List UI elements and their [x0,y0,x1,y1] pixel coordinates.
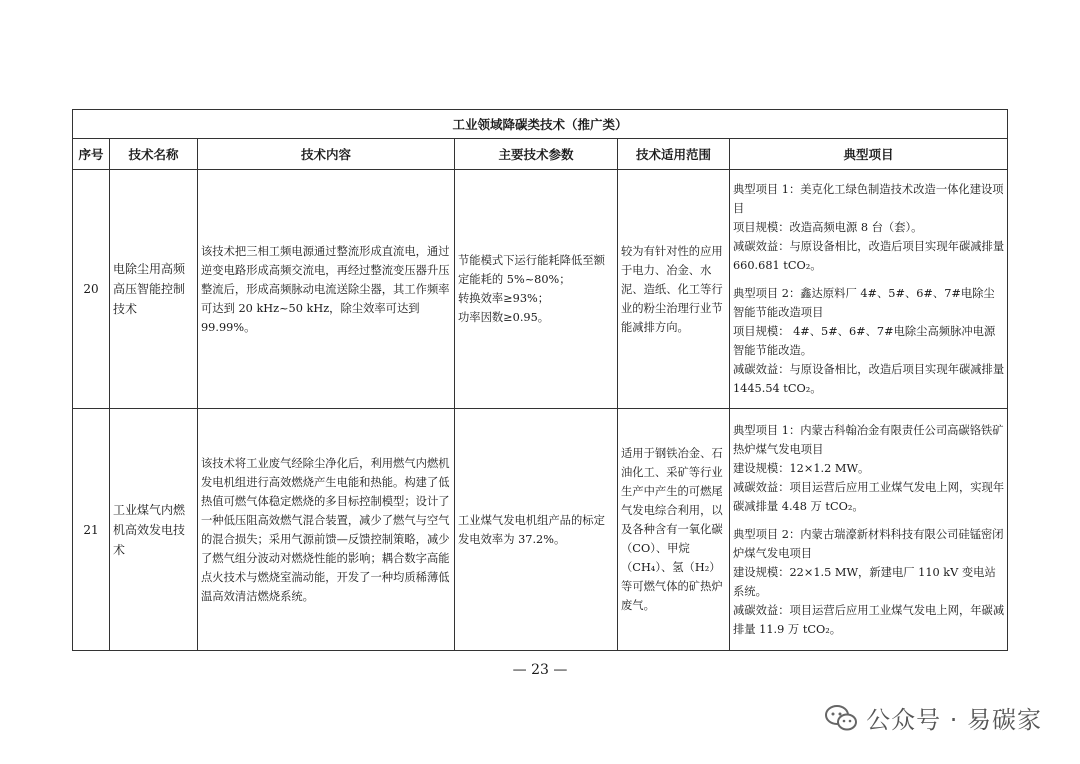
wechat-icon [824,703,858,733]
tech-params [455,409,618,651]
table-row [73,409,1008,651]
project-benefit: 减碳效益：与原设备相比，改造后项目实现年碳减排量 1445.54 tCO₂。 [733,363,1005,395]
param-line: 转换效率≥93%； [458,292,550,305]
tech-name: 电除尘用高频高压智能控制技术 [110,170,198,409]
header-number: 序号 [73,139,110,170]
param-line: 节能模式下运行能耗降低至额定能耗的 5%~80%； [458,254,605,286]
row-number: 21 [73,409,110,651]
project-scale: 建设规模：22×1.5 MW，新建电厂 110 kV 变电站系统。 [733,565,996,598]
header-tech-params: 主要技术参数 [455,139,618,170]
param-line: 功率因数≥0.95。 [458,311,550,324]
project-block [733,421,1005,516]
project-benefit: 减碳效益：项目运营后应用工业煤气发电上网，实现年碳减排量 4.48 万 tCO₂。 [733,480,1005,513]
header-tech-content: 技术内容 [198,139,455,170]
table-row [73,170,1008,409]
project-scale: 建设规模：12×1.2 MW。 [733,461,870,475]
project-title: 典型项目 1：美克化工绿色制造技术改造一体化建设项目 [733,183,1004,215]
project-benefit: 减碳效益：与原设备相比，改造后项目实现年碳减排量 660.681 tCO₂。 [733,240,1005,272]
project-scale: 项目规模： 4#、5#、6#、7#电除尘高频脉冲电源智能节能改造。 [733,325,996,357]
typical-projects [730,409,1008,651]
tech-name: 工业煤气内燃机高效发电技术 [110,409,198,651]
watermark-text: 公众号 · 易碳家 [866,706,1042,734]
technology-table [72,109,1008,651]
project-title: 典型项目 1：内蒙古科翰冶金有限责任公司高碳铬铁矿热炉煤气发电项目 [733,423,1004,456]
header-typical-projects: 典型项目 [730,139,1008,170]
project-title: 典型项目 2：内蒙古瑞濠新材料科技有限公司硅锰密闭炉煤气发电项目 [733,527,1004,560]
row-number: 20 [73,170,110,409]
wechat-watermark [824,700,1042,735]
page-number: — 23 — [512,662,568,678]
header-tech-name: 技术名称 [110,139,198,170]
tech-scope: 较为有针对性的应用于电力、冶金、水泥、造纸、化工等行业的粉尘治理行业节能减排方向。 [618,170,730,409]
project-scale: 项目规模：改造高频电源 8 台（套）。 [733,221,923,234]
project-block [733,284,1005,398]
tech-params [455,170,618,409]
table-title: 工业领域降碳类技术（推广类） [73,110,1008,139]
tech-scope: 适用于钢铁冶金、石油化工、采矿等行业生产中产生的可燃尾气发电综合利用，以及各种含有一氧化碳（CO）、甲烷（CH₄）、氢（H₂）等可燃气体的矿热炉废气。 [618,409,730,651]
project-block [733,525,1005,639]
project-block [733,180,1005,275]
tech-content: 该技术把三相工频电源通过整流形成直流电，通过逆变电路形成高频交流电，再经过整流变压器升压整流后，形成高频脉动电流送除尘器，其工作频率可达到 20 kHz~50 kHz，除尘效率可达到 99.99%。 [198,170,455,409]
typical-projects [730,170,1008,409]
tech-content: 该技术将工业废气经除尘净化后，利用燃气内燃机发电机组进行高效燃烧产生电能和热能。构建了低热值可燃气体稳定燃烧的多目标控制模型；设计了一种低压阻高效燃气混合装置，减少了燃气与空气的混合损失；采用气源前馈—反馈控制策略，减少了燃气组分波动对燃烧性能的影响；耦合数字高能点火技术与燃烧室湍动能，开发了一种均质稀薄低温高效清洁燃烧系统。 [198,409,455,651]
table-header-row [73,139,1008,170]
project-benefit: 减碳效益：项目运营后应用工业煤气发电上网，年碳减排量 11.9 万 tCO₂。 [733,603,1005,636]
param-line: 工业煤气发电机组产品的标定发电效率为 37.2%。 [458,513,605,546]
header-scope: 技术适用范围 [618,139,730,170]
project-title: 典型项目 2：鑫达原料厂 4#、5#、6#、7#电除尘智能节能改造项目 [733,287,995,319]
